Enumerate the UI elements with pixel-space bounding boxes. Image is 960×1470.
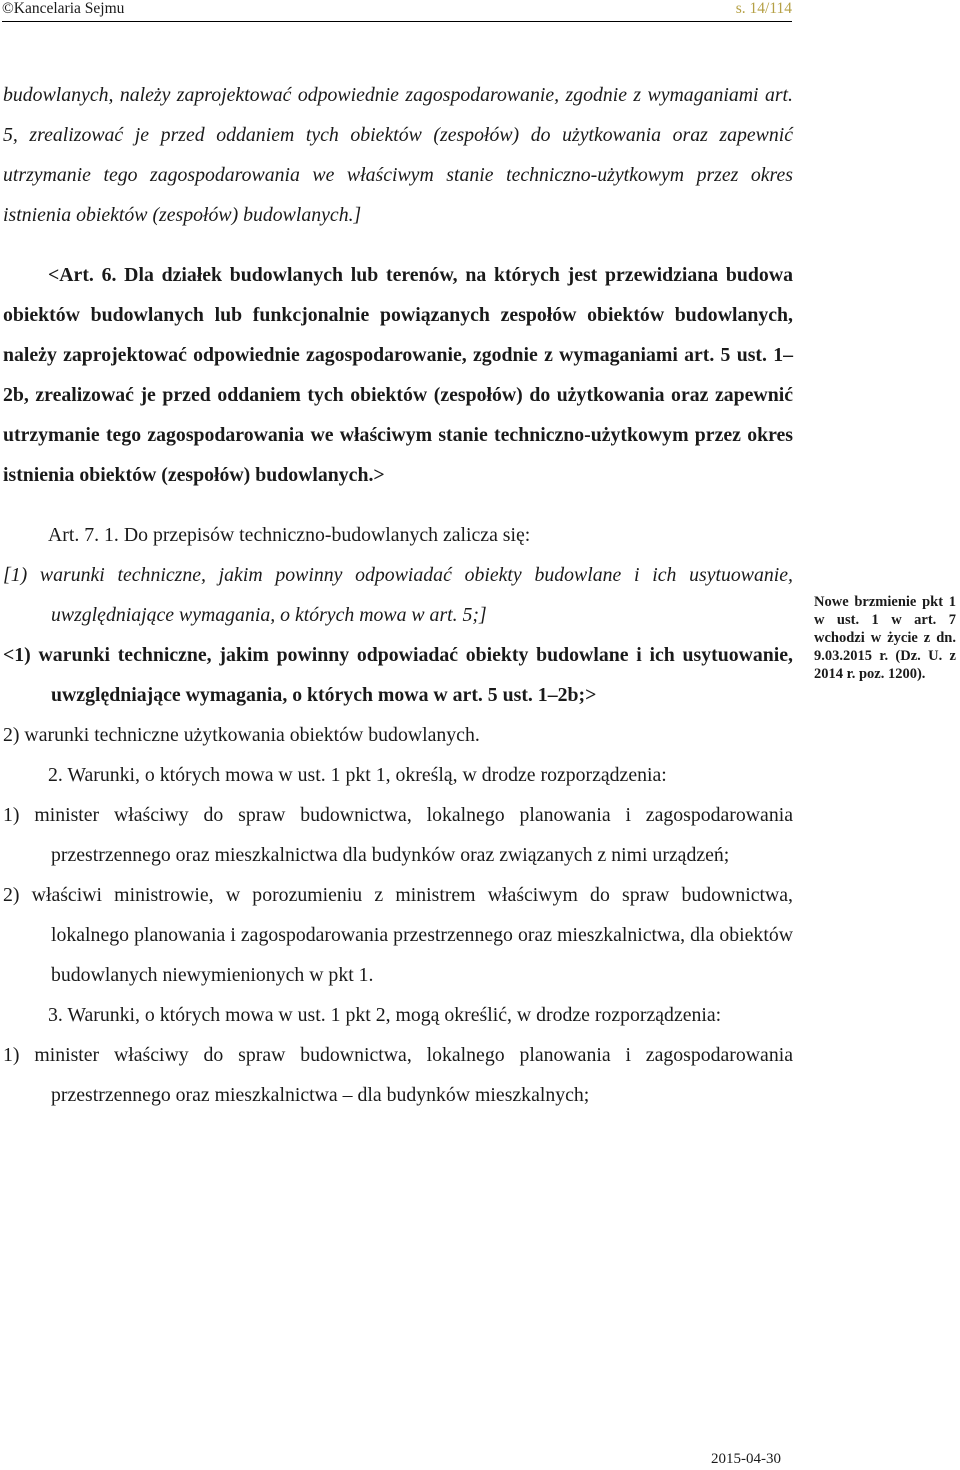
footer-date: 2015-04-30	[711, 1451, 781, 1467]
paragraph-new-art6: <Art. 6. Dla działek budowlanych lub terenów, na których jest przewidziana budowa obiektów budowlanych lub funkcjonalnie powiązanych zespołów obiektów budowlanych, należy zaprojektować odpowiednie zagospodarowanie, zgodnie z wymaganiami art. 5 ust. 1–2b, zrealizować je przed oddaniem tych obiektów (zespołów) do użytkowania oraz zapewnić utrzymanie tego zagospodarowania we właściwym stanie techniczno-użytkowym przez okres istnienia obiektów (zespołów) budowlanych.>	[3, 264, 793, 486]
list-item-ust2-pkt1: 1) minister właściwy do spraw budownictwa, lokalnego planowania i zagospodarowania przestrzennego oraz mieszkalnictwa dla budynków oraz związanych z nimi urządzeń;	[3, 804, 793, 866]
page-number: s. 14/114	[735, 0, 792, 17]
paragraph-ust3: 3. Warunki, o których mowa w ust. 1 pkt 2, mogą określić, w drodze rozporządzenia:	[48, 1004, 722, 1026]
list-item-new-pkt1: <1) warunki techniczne, jakim powinny odpowiadać obiekty budowlane i ich usytuowanie, uwzględniające wymagania, o których mowa w art. 5 ust. 1–2b;>	[3, 644, 793, 706]
copyright-label: ©Kancelaria Sejmu	[2, 0, 125, 17]
paragraph-ust2: 2. Warunki, o których mowa w ust. 1 pkt 1, określą, w drodze rozporządzenia:	[48, 764, 667, 786]
list-item-ust2-pkt2: 2) właściwi ministrowie, w porozumieniu z ministrem właściwym do spraw budownictwa, lokalnego planowania i zagospodarowania przestrzennego oraz mieszkalnictwa, dla obiektów budowlanych niewymienionych w pkt 1.	[3, 884, 793, 986]
list-item-previous-pkt1: [1) warunki techniczne, jakim powinny odpowiadać obiekty budowlane i ich usytuowanie, uwzględniające wymagania, o których mowa w art. 5;]	[3, 564, 793, 626]
document-body	[3, 75, 793, 1115]
list-item-pkt2: 2) warunki techniczne użytkowania obiektów budowlanych.	[3, 724, 480, 746]
paragraph-previous-art6: budowlanych, należy zaprojektować odpowiednie zagospodarowanie, zgodnie z wymaganiami art. 5, zrealizować je przed oddaniem tych obiektów (zespołów) do użytkowania oraz zapewnić utrzymanie tego zagospodarowania we właściwym stanie techniczno-użytkowym przez okres istnienia obiektów (zespołów) budowlanych.]	[3, 84, 793, 226]
paragraph-art7-intro: Art. 7. 1. Do przepisów techniczno-budowlanych zalicza się:	[48, 524, 531, 546]
page-header	[2, 0, 792, 22]
list-item-ust3-pkt1: 1) minister właściwy do spraw budownictwa, lokalnego planowania i zagospodarowania przestrzennego oraz mieszkalnictwa – dla budynków mieszkalnych;	[3, 1044, 793, 1106]
margin-note: Nowe brzmienie pkt 1 w ust. 1 w art. 7 wchodzi w życie z dn. 9.03.2015 r. (Dz. U. z 2014 r. poz. 1200).	[814, 594, 956, 682]
